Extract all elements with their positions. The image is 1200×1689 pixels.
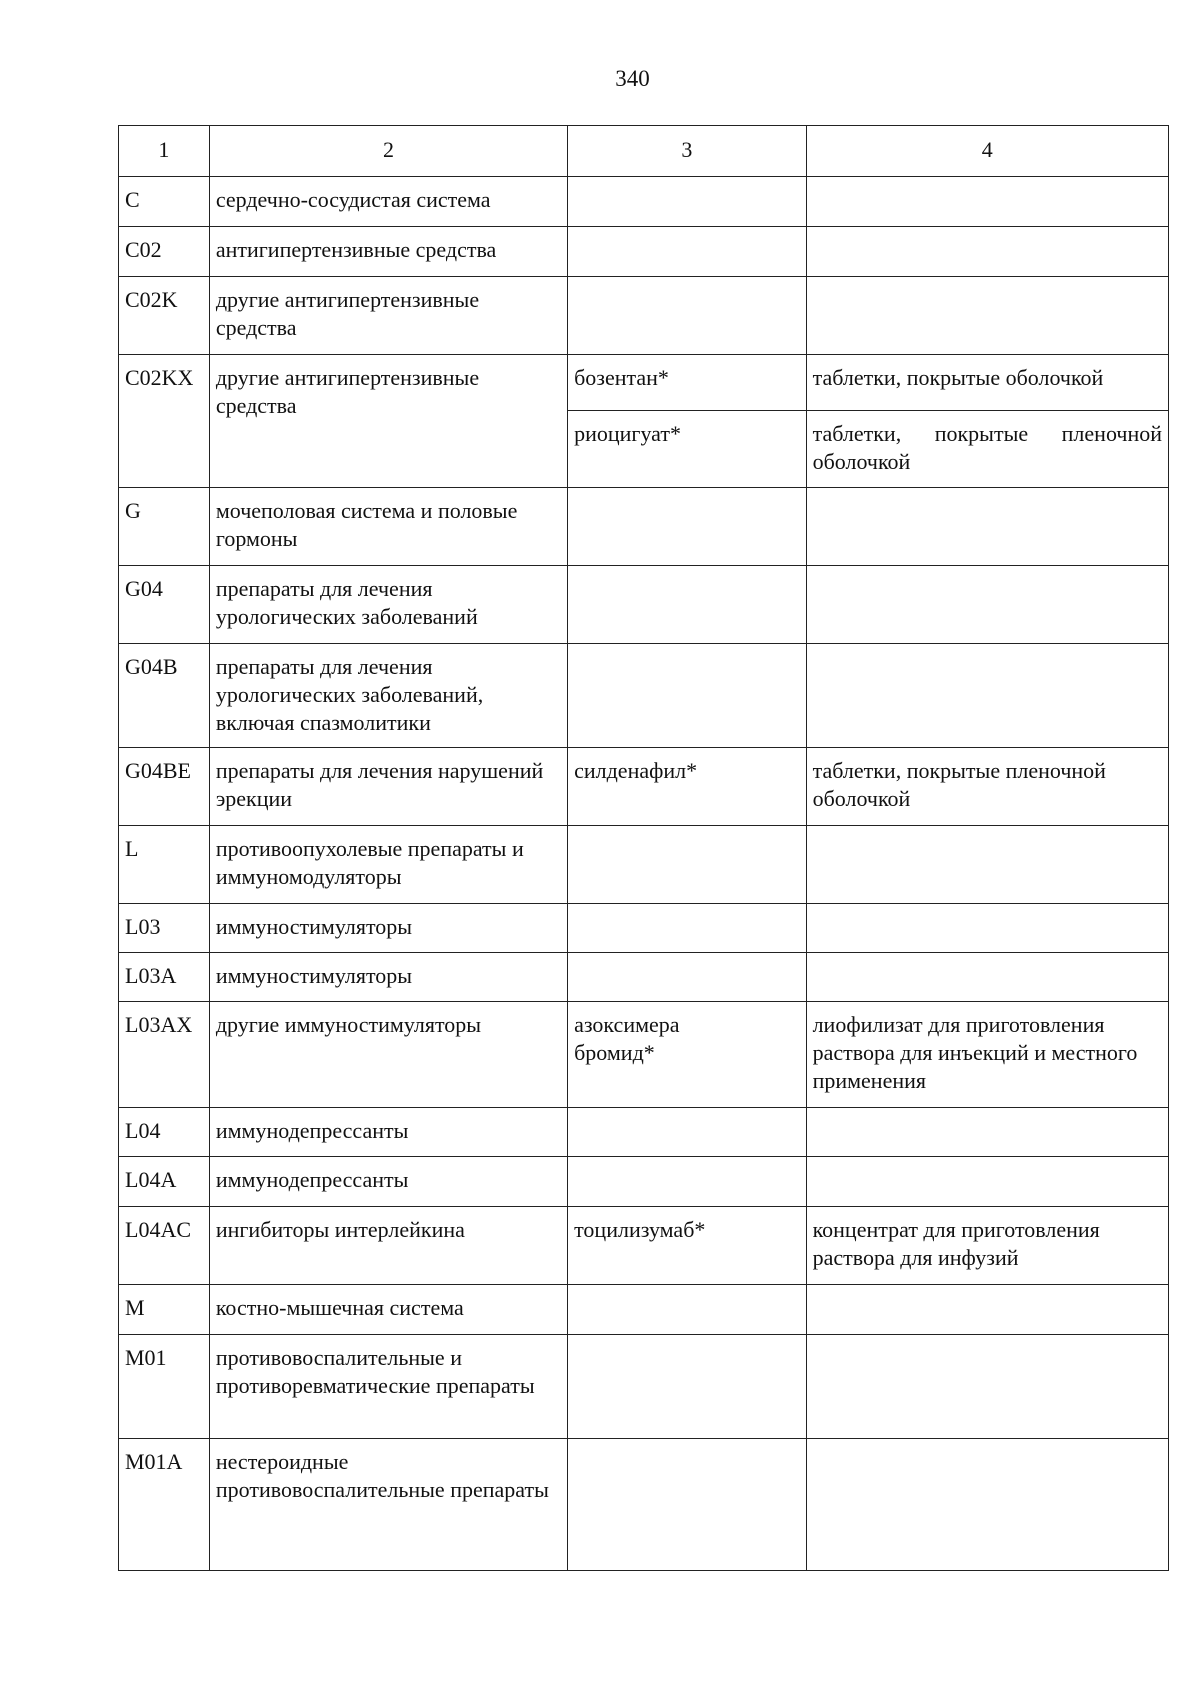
drug-table xyxy=(118,125,1169,1571)
table-row xyxy=(119,1157,1169,1207)
form-cell xyxy=(806,488,1168,566)
table-row xyxy=(119,1335,1169,1439)
code-cell: L04A xyxy=(119,1157,210,1207)
form-cell: таблетки, покрытые пленочной оболочкой xyxy=(806,411,1168,488)
name-cell: иммунодепрессанты xyxy=(209,1108,567,1157)
code-cell: L03A xyxy=(119,953,210,1002)
drug-cell xyxy=(568,1285,806,1335)
form-cell xyxy=(806,826,1168,904)
table-row xyxy=(119,1108,1169,1157)
name-cell: другие иммуностимуляторы xyxy=(209,1002,567,1108)
header-cell-4: 4 xyxy=(806,126,1168,177)
code-cell: M01 xyxy=(119,1335,210,1439)
drug-cell xyxy=(568,644,806,748)
form-cell xyxy=(806,566,1168,644)
code-cell: M01A xyxy=(119,1439,210,1571)
header-cell-3: 3 xyxy=(568,126,806,177)
code-cell: G xyxy=(119,488,210,566)
table-row xyxy=(119,953,1169,1002)
form-cell: таблетки, покрытые пленочной оболочкой xyxy=(806,748,1168,826)
drug-cell xyxy=(568,1157,806,1207)
form-cell xyxy=(806,1335,1168,1439)
drug-cell xyxy=(568,277,806,355)
form-cell: лиофилизат для приготовления раствора для инъекций и местного применения xyxy=(806,1002,1168,1108)
drug-cell xyxy=(568,1439,806,1571)
form-cell xyxy=(806,227,1168,277)
header-cell-1: 1 xyxy=(119,126,210,177)
name-cell: противовоспалительные и противоревматические препараты xyxy=(209,1335,567,1439)
code-cell: G04 xyxy=(119,566,210,644)
table-row xyxy=(119,1285,1169,1335)
table-row xyxy=(119,748,1169,826)
drug-cell: азоксимера бромид* xyxy=(568,1002,806,1108)
drug-cell xyxy=(568,826,806,904)
drug-cell xyxy=(568,177,806,227)
drug-cell: тоцилизумаб* xyxy=(568,1207,806,1285)
code-cell: L03AX xyxy=(119,1002,210,1108)
name-cell: препараты для лечения урологических заболеваний, включая спазмолитики xyxy=(209,644,567,748)
header-row xyxy=(119,126,1169,177)
drug-cell: риоцигуат* xyxy=(568,411,806,488)
drug-cell: силденафил* xyxy=(568,748,806,826)
table-row xyxy=(119,355,1169,411)
code-cell: L03 xyxy=(119,904,210,953)
name-cell: препараты для лечения урологических заболеваний xyxy=(209,566,567,644)
name-cell: антигипертензивные средства xyxy=(209,227,567,277)
form-cell xyxy=(806,904,1168,953)
name-cell: ингибиторы интерлейкина xyxy=(209,1207,567,1285)
form-cell xyxy=(806,1285,1168,1335)
name-cell: нестероидные противовоспалительные препараты xyxy=(209,1439,567,1571)
table-row xyxy=(119,644,1169,748)
code-cell: C02KX xyxy=(119,355,210,488)
name-cell: иммунодепрессанты xyxy=(209,1157,567,1207)
table-row xyxy=(119,227,1169,277)
page-number: 340 xyxy=(615,66,650,91)
form-cell xyxy=(806,953,1168,1002)
code-cell: L04AC xyxy=(119,1207,210,1285)
drug-cell xyxy=(568,227,806,277)
drug-cell: бозентан* xyxy=(568,355,806,411)
form-cell xyxy=(806,1157,1168,1207)
table-row xyxy=(119,1002,1169,1108)
table-row xyxy=(119,177,1169,227)
header-cell-2: 2 xyxy=(209,126,567,177)
name-cell: иммуностимуляторы xyxy=(209,904,567,953)
name-cell: другие антигипертензивные средства xyxy=(209,277,567,355)
drug-cell xyxy=(568,566,806,644)
form-cell xyxy=(806,1439,1168,1571)
code-cell: L04 xyxy=(119,1108,210,1157)
form-cell xyxy=(806,277,1168,355)
table-row xyxy=(119,904,1169,953)
code-cell: G04B xyxy=(119,644,210,748)
drug-cell xyxy=(568,1108,806,1157)
table-row xyxy=(119,826,1169,904)
name-cell: мочеполовая система и половые гормоны xyxy=(209,488,567,566)
name-cell: другие антигипертензивные средства xyxy=(209,355,567,488)
table-row xyxy=(119,566,1169,644)
code-cell: L xyxy=(119,826,210,904)
table-row xyxy=(119,488,1169,566)
code-cell: G04BE xyxy=(119,748,210,826)
drug-cell xyxy=(568,904,806,953)
code-cell: C02K xyxy=(119,277,210,355)
drug-cell xyxy=(568,953,806,1002)
drug-cell xyxy=(568,488,806,566)
drug-cell xyxy=(568,1335,806,1439)
form-cell xyxy=(806,644,1168,748)
table-row xyxy=(119,1439,1169,1571)
form-cell: таблетки, покрытые оболочкой xyxy=(806,355,1168,411)
form-cell xyxy=(806,177,1168,227)
table-row xyxy=(119,1207,1169,1285)
name-cell: костно-мышечная система xyxy=(209,1285,567,1335)
code-cell: C xyxy=(119,177,210,227)
code-cell: C02 xyxy=(119,227,210,277)
code-cell: M xyxy=(119,1285,210,1335)
table-row xyxy=(119,277,1169,355)
name-cell: сердечно-сосудистая система xyxy=(209,177,567,227)
name-cell: иммуностимуляторы xyxy=(209,953,567,1002)
form-cell: концентрат для приготовления раствора для инфузий xyxy=(806,1207,1168,1285)
name-cell: препараты для лечения нарушений эрекции xyxy=(209,748,567,826)
form-cell xyxy=(806,1108,1168,1157)
name-cell: противоопухолевые препараты и иммуномодуляторы xyxy=(209,826,567,904)
